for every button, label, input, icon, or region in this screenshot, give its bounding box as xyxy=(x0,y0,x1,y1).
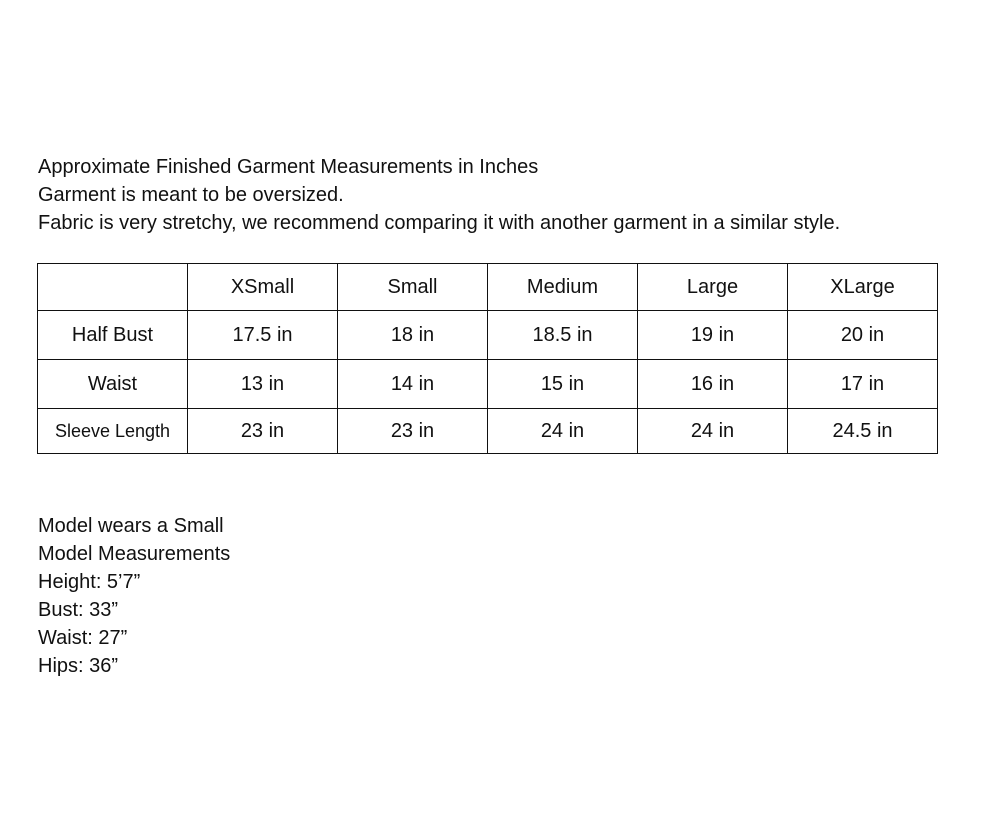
header-large: Large xyxy=(638,264,788,311)
row-label-sleeve-length: Sleeve Length xyxy=(38,409,188,454)
table-corner-cell xyxy=(38,264,188,311)
intro-note-fabric: Fabric is very stretchy, we recommend comparing it with another garment in a similar style. xyxy=(38,212,841,234)
table-header-row xyxy=(38,264,938,311)
model-info xyxy=(38,512,230,680)
model-waist: Waist: 27” xyxy=(38,627,128,649)
table-cell: 23 in xyxy=(338,409,488,454)
model-hips: Hips: 36” xyxy=(38,655,119,677)
table-cell: 20 in xyxy=(788,311,938,360)
header-medium: Medium xyxy=(488,264,638,311)
table-cell: 24.5 in xyxy=(788,409,938,454)
model-height: Height: 5’7” xyxy=(38,571,141,593)
model-size-note: Model wears a Small xyxy=(38,515,224,537)
table-cell: 24 in xyxy=(488,409,638,454)
model-bust: Bust: 33” xyxy=(38,599,119,621)
intro-note-oversized: Garment is meant to be oversized. xyxy=(38,184,344,206)
table-row xyxy=(38,409,938,454)
table-cell: 17 in xyxy=(788,360,938,409)
table-cell: 18.5 in xyxy=(488,311,638,360)
size-chart-table xyxy=(37,263,938,454)
header-small: Small xyxy=(338,264,488,311)
header-xlarge: XLarge xyxy=(788,264,938,311)
table-cell: 17.5 in xyxy=(188,311,338,360)
model-measurements-heading: Model Measurements xyxy=(38,543,231,565)
table-cell: 19 in xyxy=(638,311,788,360)
table-cell: 14 in xyxy=(338,360,488,409)
intro-title: Approximate Finished Garment Measurements in Inches xyxy=(38,156,539,178)
table-cell: 16 in xyxy=(638,360,788,409)
row-label-half-bust: Half Bust xyxy=(38,311,188,360)
intro-text xyxy=(38,153,840,237)
table-row xyxy=(38,311,938,360)
header-xsmall: XSmall xyxy=(188,264,338,311)
table-cell: 13 in xyxy=(188,360,338,409)
table-row xyxy=(38,360,938,409)
table-cell: 23 in xyxy=(188,409,338,454)
table-cell: 15 in xyxy=(488,360,638,409)
row-label-waist: Waist xyxy=(38,360,188,409)
table-cell: 18 in xyxy=(338,311,488,360)
table-cell: 24 in xyxy=(638,409,788,454)
